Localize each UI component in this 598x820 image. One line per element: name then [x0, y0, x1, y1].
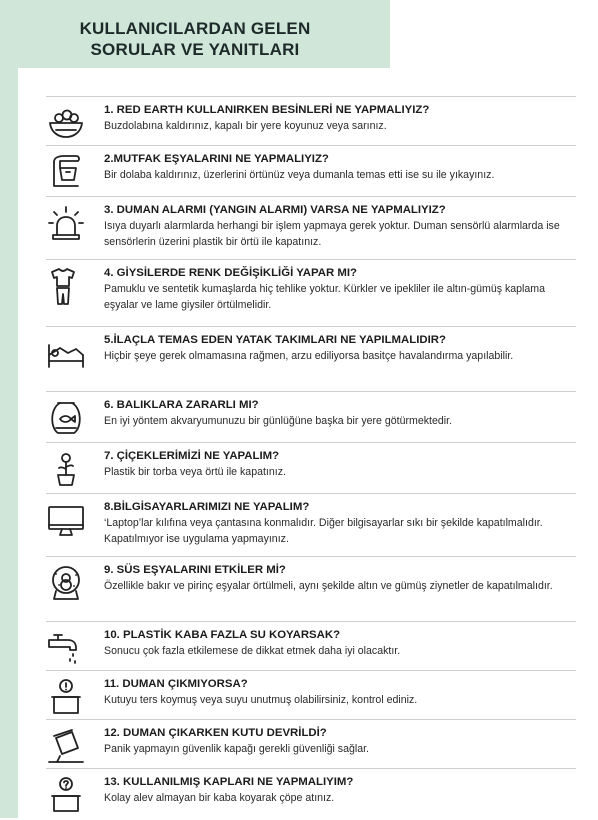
qa-item: [46, 493, 576, 556]
qa-item: [46, 442, 576, 493]
left-accent-strip: [0, 68, 18, 818]
question-text: 3. DUMAN ALARMI (YANGIN ALARMI) VARSA NE YAPMALIYIZ?: [104, 204, 446, 216]
qa-item: [46, 259, 576, 326]
answer-text: Hiçbir şeye gerek olmamasına rağmen, arzu ediliyorsa basitçe havalandırma yapılabilir.: [104, 350, 514, 362]
question-text: 12. DUMAN ÇIKARKEN KUTU DEVRİLDİ?: [104, 727, 327, 739]
alarm-light-icon: [46, 203, 86, 243]
qa-item: [46, 145, 576, 196]
answer-text: Buzdolabına kaldırınız, kapalı bir yere koyunuz veya sarınız.: [104, 120, 387, 132]
snow-globe-icon: [46, 563, 86, 603]
box-question-icon: [46, 775, 86, 815]
qa-item: [46, 196, 576, 259]
question-text: 2.MUTFAK EŞYALARINI NE YAPMALIYIZ?: [104, 153, 329, 165]
question-text: 7. ÇİÇEKLERİMİZİ NE YAPALIM?: [104, 450, 280, 462]
potted-flower-icon: [46, 449, 86, 489]
answer-text: Isıya duyarlı alarmlarda herhangi bir işlem yapmaya gerek yoktur. Duman sensörlü alarmlarda ise sensörlerin üzerini plastik bir örtü ile kapatınız.: [104, 220, 560, 248]
question-text: 13. KULLANILMIŞ KAPLARI NE YAPMALIYIM?: [104, 776, 354, 788]
answer-text: Pamuklu ve sentetik kumaşlarda hiç tehlike yoktur. Kürkler ve ipekliler ile altın-gümüş kaplama eşyalar ve lame giysiler örtülmelidir.: [104, 283, 546, 311]
answer-text: ‘Laptop’lar kılıfına veya çantasına konmalıdır. Diğer bilgisayarlar sıkı bir şekilde kapatılmalıdır. Kapatılmıyor ise uygulama yapmayınız.: [104, 517, 543, 545]
qa-item: [46, 670, 576, 719]
answer-text: Bir dolaba kaldırınız, üzerlerini örtünüz veya dumanla temas etti ise su ile yıkayınız.: [104, 169, 495, 181]
fishbowl-icon: [46, 398, 86, 438]
bed-icon: [46, 333, 86, 373]
food-bowl-icon: [46, 103, 86, 143]
question-text: 6. BALIKLARA ZARARLI MI?: [104, 399, 259, 411]
question-text: 1. RED EARTH KULLANIRKEN BESİNLERİ NE YAPMALIYIZ?: [104, 104, 430, 116]
answer-text: Plastik bir torba veya örtü ile kapatınız.: [104, 466, 286, 478]
answer-text: Kutuyu ters koymuş veya suyu unutmuş olabilirsiniz, kontrol ediniz.: [104, 694, 418, 706]
answer-text: Panik yapmayın güvenlik kapağı gerekli güvenliği sağlar.: [104, 743, 369, 755]
page-title-line-2: SORULAR VE YANITLARI: [90, 40, 300, 59]
qa-item: [46, 391, 576, 442]
answer-text: Özellikle bakır ve pirinç eşyalar örtülmeli, aynı şekilde altın ve gümüş ziynetler de kapatılmalıdır.: [104, 580, 553, 592]
qa-item: [46, 556, 576, 621]
answer-text: En iyi yöntem akvaryumunuzu bir günlüğüne başka bir yere götürmektedir.: [104, 415, 453, 427]
question-text: 4. GİYSİLERDE RENK DEĞİŞİKLİĞİ YAPAR MI?: [104, 267, 357, 279]
qa-item: [46, 96, 576, 145]
qa-item: [46, 768, 576, 817]
computer-monitor-icon: [46, 500, 86, 540]
faucet-icon: [46, 628, 86, 668]
tipped-box-icon: [46, 726, 86, 766]
answer-text: Kolay alev almayan bir kaba koyarak çöpe atınız.: [104, 792, 335, 804]
page-title-line-1: KULLANICILARDAN GELEN: [79, 19, 311, 38]
page-title: [0, 18, 390, 60]
question-text: 8.BİLGİSAYARLARIMIZI NE YAPALIM?: [104, 501, 310, 513]
qa-item: [46, 621, 576, 670]
answer-text: Sonucu çok fazla etkilemese de dikkat etmek daha iyi olacaktır.: [104, 645, 401, 657]
question-text: 5.İLAÇLA TEMAS EDEN YATAK TAKIMLARI NE YAPILMALIDIR?: [104, 334, 446, 346]
qa-item: [46, 326, 576, 391]
clothes-icon: [46, 266, 86, 306]
box-warning-icon: [46, 677, 86, 717]
question-text: 10. PLASTİK KABA FAZLA SU KOYARSAK?: [104, 629, 341, 641]
qa-item: [46, 719, 576, 768]
question-text: 9. SÜS EŞYALARINI ETKİLER Mİ?: [104, 564, 286, 576]
question-text: 11. DUMAN ÇIKMIYORSA?: [104, 678, 248, 690]
stand-mixer-icon: [46, 152, 86, 192]
